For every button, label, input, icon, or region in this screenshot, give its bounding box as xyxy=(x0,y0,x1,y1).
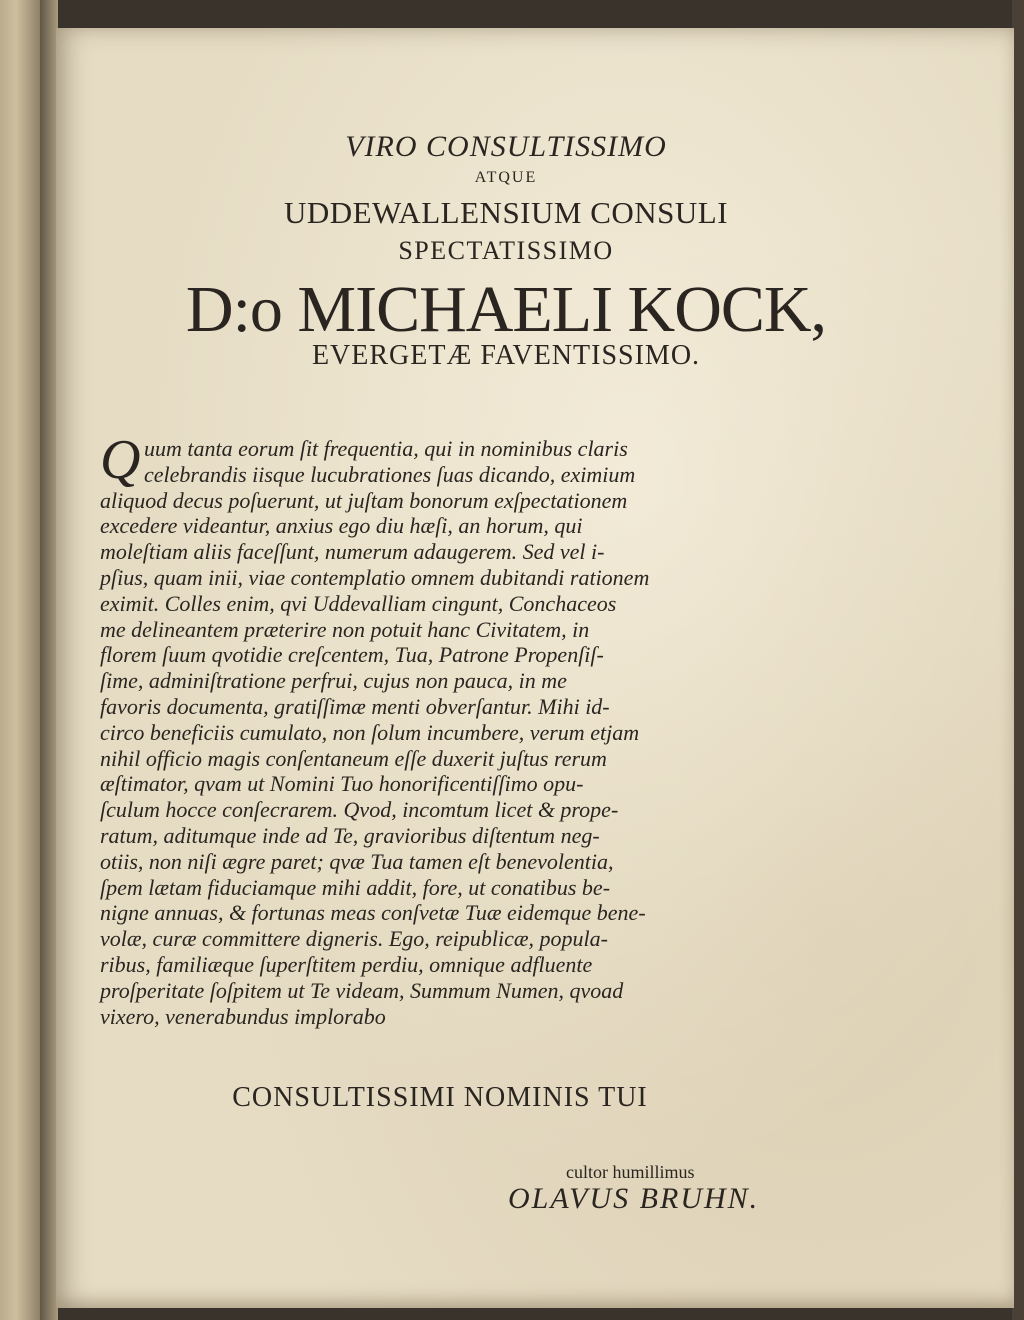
body-line: florem ſuum qvotidie creſcentem, Tua, Patrone Propenſiſ- xyxy=(100,642,604,668)
dedication-line-6: EVERGETÆ FAVENTISSIMO. xyxy=(311,340,701,371)
body-line: ſime, adminiſtratione perfrui, cujus non pauca, in me xyxy=(100,668,567,694)
dedication-name: D:o MICHAELI KOCK, xyxy=(185,273,827,346)
body-line: eximit. Colles enim, qvi Uddevalliam cingunt, Conchaceos xyxy=(100,590,617,616)
body-line: nihil officio magis conſentaneum eſſe duxerit juſtus rerum xyxy=(100,745,607,771)
closing-cultor: cultor humillimus xyxy=(566,1162,695,1182)
body-line: moleſtiam aliis faceſſunt, numerum adaugerem. Sed vel i- xyxy=(100,539,605,565)
closing-salutation: CONSULTISSIMI NOMINIS TUI xyxy=(232,1082,648,1113)
body-line: æſtimator, qvam ut Nomini Tuo honorificentiſſimo opu- xyxy=(100,771,584,797)
body-line: excedere videantur, anxius ego diu hæſi, an horum, qui xyxy=(100,513,583,539)
body-line: proſperitate ſoſpitem ut Te videam, Summum Numen, qvoad xyxy=(100,977,624,1003)
dedication-line-2: ATQUE xyxy=(474,169,538,186)
body-line: ribus, familiæque ſuperſtitem perdiu, omnique adfluente xyxy=(100,951,593,977)
dedication-line-1: VIRO CONSULTISSIMO xyxy=(345,130,667,163)
body-line: ratum, aditumque inde ad Te, gravioribus diſtentum neg- xyxy=(100,822,600,848)
body-line: celebrandis iisque lucubrationes ſuas dicando, eximium xyxy=(144,461,636,487)
body-line: aliquod decus poſuerunt, ut juſtam bonorum exſpectationem xyxy=(100,487,628,513)
body-line: pſius, quam inii, viae contemplatio omnem dubitandi rationem xyxy=(100,564,650,590)
body-line: otiis, non niſi ægre paret; qvæ Tua tamen eſt benevolentia, xyxy=(100,848,614,874)
left-page-edge xyxy=(0,0,40,1320)
body-line: ſculum hocce conſecrarem. Qvod, incomtum licet & prope- xyxy=(100,797,619,823)
body-line: volæ, curæ committere digneris. Ego, reipublicæ, popula- xyxy=(100,926,608,952)
body-line: ſpem lætam fiduciamque mihi addit, fore, ut conatibus be- xyxy=(100,874,611,900)
body-line: favoris documenta, gratiſſimæ menti obverſantur. Mihi id- xyxy=(100,693,610,719)
dedication-line-4: SPECTATISSIMO xyxy=(398,236,614,265)
author-signature: OLAVUS BRUHN. xyxy=(508,1182,760,1215)
dedication-line-3: UDDEWALLENSIUM CONSULI xyxy=(283,195,729,230)
body-line: uum tanta eorum ſit frequentia, qui in nominibus claris xyxy=(144,436,628,461)
drop-cap: Q xyxy=(100,429,141,491)
body-line: me delineantem præterire non potuit hanc Civitatem, in xyxy=(100,616,590,642)
body-line: circo beneficiis cumulato, non ſolum incumbere, verum etjam xyxy=(100,719,640,745)
dedication-body xyxy=(100,436,800,1029)
body-line: nigne annuas, & fortunas meas conſvetæ Tuæ eidemque bene- xyxy=(100,900,646,926)
body-line: vixero, venerabundus implorabo xyxy=(100,1003,386,1029)
